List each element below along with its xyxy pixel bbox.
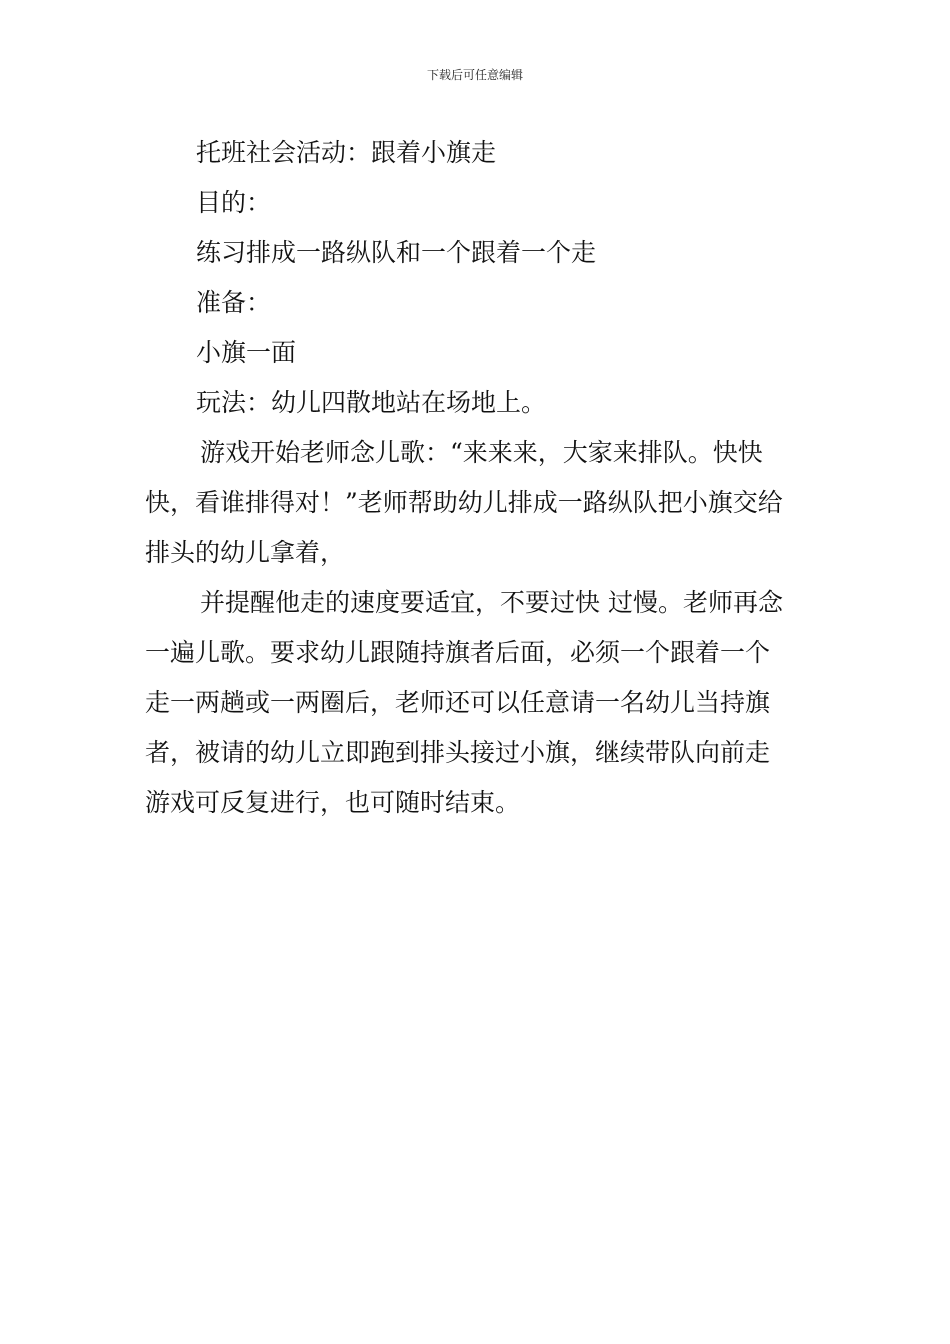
- prep-label: 准备：: [196, 288, 272, 317]
- play-text: 玩法：幼儿四散地站在场地上。: [196, 388, 547, 417]
- paragraph-game-rules: [145, 578, 807, 828]
- paragraph-line: 并提醒他走的速度要适宜，不要过快 过慢。老师再念: [200, 588, 783, 617]
- paragraph-line: 走一两趟或一两圈后，老师还可以任意请一名幼儿当持旗: [145, 688, 771, 717]
- header-note: 下载后可任意编辑: [426, 68, 523, 82]
- purpose-text: 练习排成一路纵队和一个跟着一个走: [196, 238, 597, 267]
- purpose-label: 目的：: [196, 188, 272, 217]
- paragraph-line: 游戏开始老师念儿歌：“来来来，大家来排队。快快: [200, 438, 763, 467]
- prep-text: 小旗一面: [196, 338, 297, 367]
- paragraph-game-start: [145, 428, 807, 578]
- paragraph-line: 一遍儿歌。要求幼儿跟随持旗者后面，必须一个跟着一个: [145, 638, 771, 667]
- paragraph-line: 游戏可反复进行，也可随时结束。: [145, 788, 521, 817]
- document-title: 托班社会活动：跟着小旗走: [196, 138, 497, 167]
- paragraph-line: 者，被请的幼儿立即跑到排头接过小旗，继续带队向前走: [145, 738, 771, 767]
- document-body: [145, 128, 807, 828]
- paragraph-line: 快，看谁排得对！”老师帮助幼儿排成一路纵队把小旗交给: [145, 488, 783, 517]
- paragraph-line: 排头的幼儿拿着，: [145, 538, 346, 567]
